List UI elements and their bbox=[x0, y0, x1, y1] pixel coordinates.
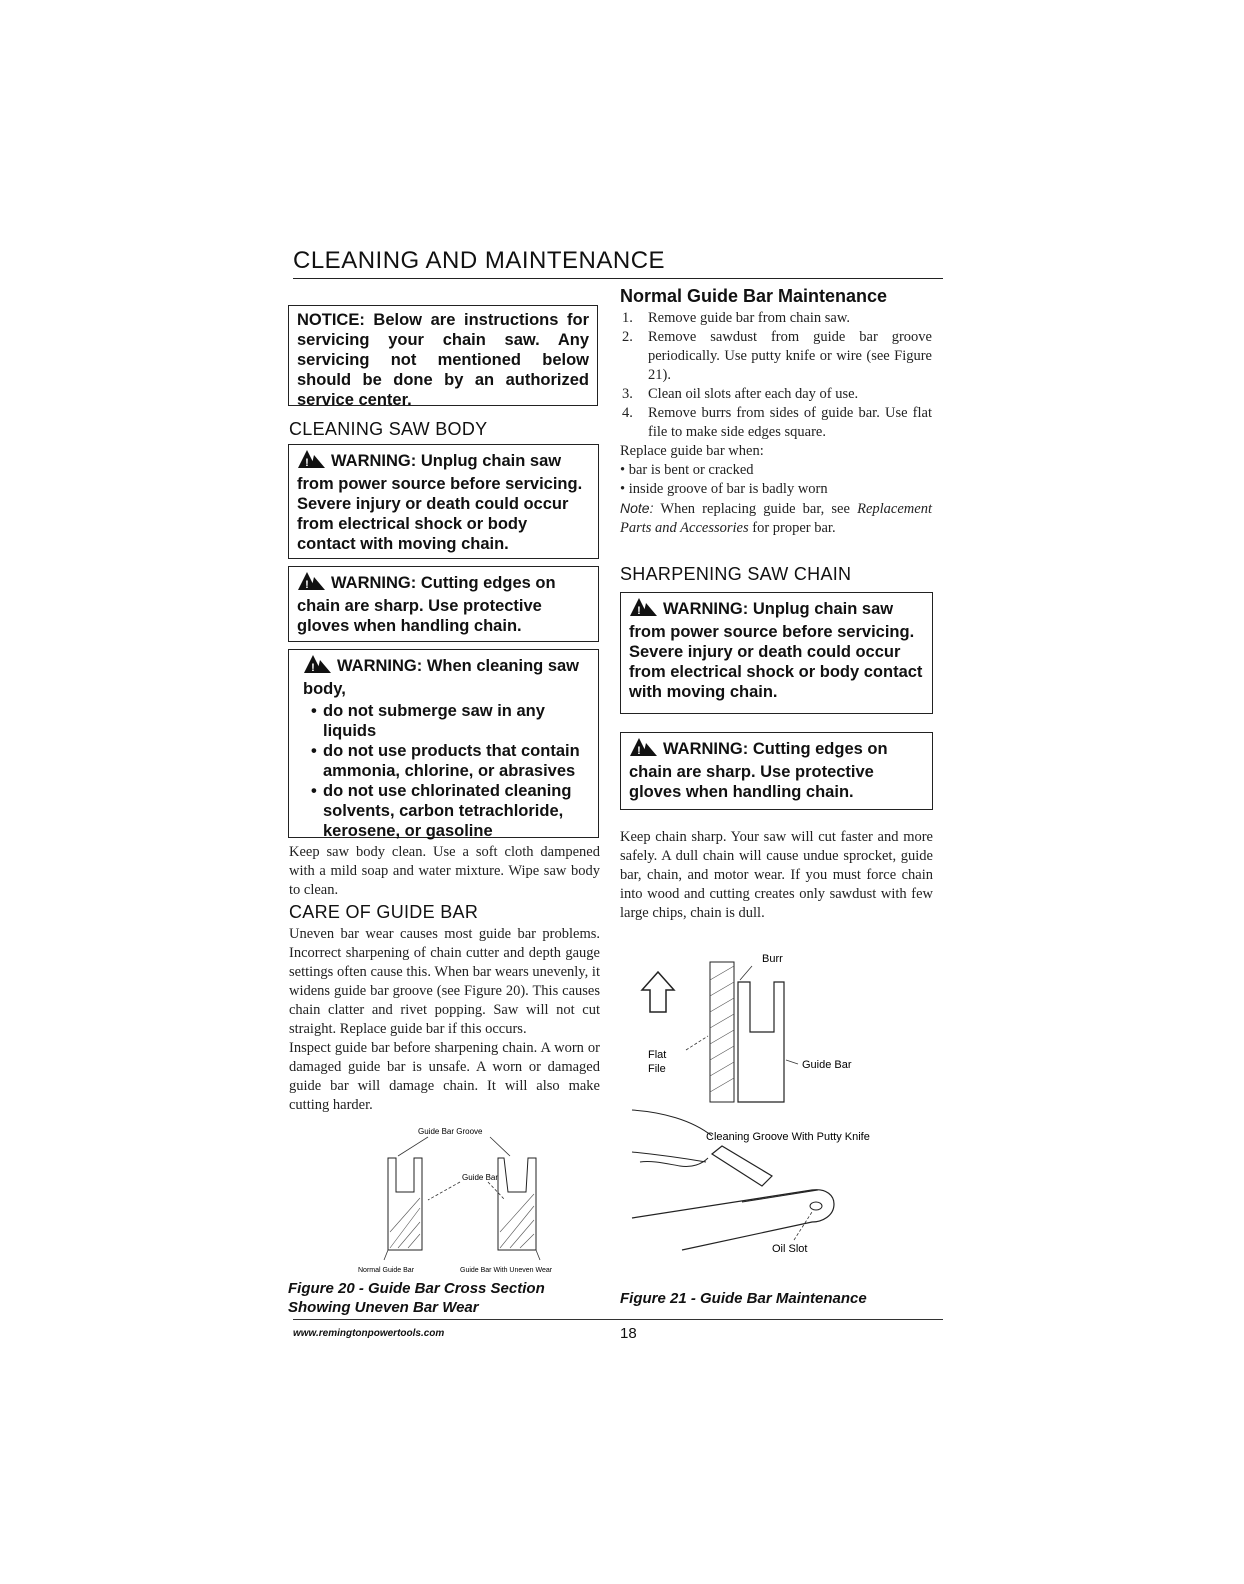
svg-text:!: ! bbox=[305, 457, 309, 469]
svg-text:!: ! bbox=[637, 745, 641, 757]
figure-20-caption: Figure 20 - Guide Bar Cross Section Showing Uneven Bar Wear bbox=[288, 1280, 545, 1316]
replace-item: inside groove of bar is badly worn bbox=[628, 481, 828, 497]
care-heading: CARE OF GUIDE BAR bbox=[289, 902, 479, 922]
warning-box-unplug-right bbox=[620, 592, 933, 714]
page-number: 18 bbox=[620, 1325, 637, 1342]
list-item bbox=[620, 328, 932, 385]
warning-text-unplug: WARNING: Unplug chain saw from power source before servicing. Severe injury or death could occur from electrical shock or body contact with moving chain. bbox=[297, 452, 583, 553]
warning-triangle-icon bbox=[303, 654, 333, 679]
step-number: 3. bbox=[622, 386, 633, 402]
normal-maintenance-heading: Normal Guide Bar Maintenance bbox=[620, 286, 888, 306]
figure-21-caption: Figure 21 - Guide Bar Maintenance bbox=[620, 1290, 867, 1307]
list-item bbox=[620, 385, 932, 404]
fig21-label-file: File bbox=[648, 1063, 666, 1075]
step-text: Remove burrs from sides of guide bar. Use flat file to make side edges square. bbox=[648, 405, 932, 440]
upward-arrow-icon bbox=[642, 972, 674, 1012]
warning-cleaning-list bbox=[303, 701, 590, 841]
list-item: • do not use products that contain ammonia, chlorine, or abrasives bbox=[311, 741, 590, 781]
normal-guide-bar-shape bbox=[388, 1158, 422, 1250]
replace-item: bar is bent or cracked bbox=[628, 462, 754, 478]
warning-box-unplug bbox=[288, 444, 599, 559]
putty-knife-shape bbox=[632, 1110, 772, 1186]
fig21-label-guidebar: Guide Bar bbox=[802, 1059, 852, 1071]
list-item bbox=[620, 404, 932, 442]
warning-triangle-icon bbox=[629, 597, 659, 622]
note-paragraph bbox=[620, 499, 932, 538]
warning-text-unplug-right: WARNING: Unplug chain saw from power source before servicing. Severe injury or death could occur from electrical shock or body contact with moving chain. bbox=[629, 600, 923, 701]
footer-divider bbox=[293, 1319, 943, 1320]
maintenance-steps bbox=[620, 309, 932, 442]
title-divider bbox=[293, 278, 943, 279]
care-paragraph-1: Uneven bar wear causes most guide bar problems. Incorrect sharpening of chain cutter and depth gauge settings often cause this. When bar wears unevenly, it widens guide bar groove (see Figure 20). This causes chain clatter and rivet popping. Saw will not cut straight. Replace guide bar if this occurs. bbox=[289, 926, 600, 1037]
figure-20-diagram bbox=[358, 1120, 570, 1280]
warning-triangle-icon bbox=[297, 449, 327, 474]
step-text: Clean oil slots after each day of use. bbox=[648, 386, 859, 402]
cleaning-paragraph bbox=[289, 843, 600, 900]
step-number: 2. bbox=[622, 329, 633, 345]
list-item: • do not submerge saw in any liquids bbox=[311, 701, 590, 741]
fig21-label-burr: Burr bbox=[762, 953, 783, 965]
warning-box-cutting-right bbox=[620, 732, 933, 810]
note-end: for proper bar. bbox=[752, 520, 836, 536]
fig21-label-cleaning: Cleaning Groove With Putty Knife bbox=[706, 1131, 870, 1143]
list-item: • bar is bent or cracked bbox=[620, 462, 754, 478]
svg-text:!: ! bbox=[311, 662, 315, 674]
list-item bbox=[620, 309, 932, 328]
notice-text: NOTICE: Below are instructions for servicing your chain saw. Any servicing not mentioned below should be done by an authorized service center. bbox=[297, 311, 589, 409]
fig20-label-bar: Guide Bar bbox=[462, 1173, 499, 1182]
page-title: CLEANING AND MAINTENANCE bbox=[293, 247, 666, 274]
step-text: Remove sawdust from guide bar groove periodically. Use putty knife or wire (see Figure 21). bbox=[648, 329, 932, 383]
step-text: Remove guide bar from chain saw. bbox=[648, 310, 850, 326]
sharpening-heading: SHARPENING SAW CHAIN bbox=[620, 564, 852, 584]
list-item: • do not use chlorinated cleaning solvents, carbon tetrachloride, kerosene, or gasoline bbox=[311, 781, 590, 841]
uneven-guide-bar-shape bbox=[498, 1158, 536, 1250]
warning-text-cutting: WARNING: Cutting edges on chain are sharp. Use protective gloves when handling chain. bbox=[297, 574, 556, 635]
fig21-label-flat: Flat bbox=[648, 1049, 667, 1061]
sharpening-text: Keep chain sharp. Your saw will cut faster and more safely. A dull chain will cause undue sprocket, guide bar, chain, and motor wear. If you must force chain into wood and cutting creates only sawdust with few large chips, chain is dull. bbox=[620, 829, 933, 921]
fig20-label-groove: Guide Bar Groove bbox=[418, 1127, 483, 1136]
replace-intro: Replace guide bar when: bbox=[620, 443, 764, 459]
step-number: 4. bbox=[622, 405, 633, 421]
svg-text:!: ! bbox=[637, 605, 641, 617]
figure-21-diagram bbox=[622, 940, 922, 1270]
fig20-label-uneven: Guide Bar With Uneven Wear bbox=[460, 1267, 553, 1274]
note-italic: Replacement Parts and Accessories bbox=[620, 501, 932, 536]
list-item: • inside groove of bar is badly worn bbox=[620, 481, 828, 497]
step-number: 1. bbox=[622, 310, 633, 326]
warning-text-cutting-right: WARNING: Cutting edges on chain are sharp. Use protective gloves when handling chain. bbox=[629, 740, 888, 801]
replace-list bbox=[620, 461, 932, 499]
warning-text-cleaning-intro: WARNING: When cleaning saw body, bbox=[303, 657, 580, 698]
note-label: Note: bbox=[620, 500, 654, 516]
warning-box-cleaning bbox=[288, 649, 599, 838]
warning-triangle-icon bbox=[297, 571, 327, 596]
guide-bar-cross-section bbox=[738, 982, 784, 1102]
guide-bar-side-view bbox=[632, 1190, 834, 1250]
footer-url: www.remingtonpowertools.com bbox=[293, 1328, 445, 1339]
sharpening-paragraph bbox=[620, 828, 933, 923]
cleaning-text: Keep saw body clean. Use a soft cloth dampened with a mild soap and water mixture. Wipe saw body to clean. bbox=[289, 844, 600, 898]
flat-file-shape bbox=[710, 962, 734, 1102]
cleaning-heading: CLEANING SAW BODY bbox=[289, 419, 488, 439]
note-text: When replacing guide bar, see bbox=[660, 501, 850, 517]
svg-text:!: ! bbox=[305, 579, 309, 591]
fig21-label-oilslot: Oil Slot bbox=[772, 1243, 808, 1255]
notice-box bbox=[288, 305, 598, 409]
warning-box-cutting bbox=[288, 566, 599, 642]
warning-triangle-icon bbox=[629, 737, 659, 762]
maintenance-steps-block bbox=[620, 309, 932, 538]
care-paragraph-2: Inspect guide bar before sharpening chain. A worn or damaged guide bar is unsafe. A worn or damaged guide bar will damage chain. It will also make cutting harder. bbox=[289, 1040, 600, 1113]
fig20-label-normal: Normal Guide Bar bbox=[358, 1267, 415, 1274]
care-paragraphs bbox=[289, 925, 600, 1115]
